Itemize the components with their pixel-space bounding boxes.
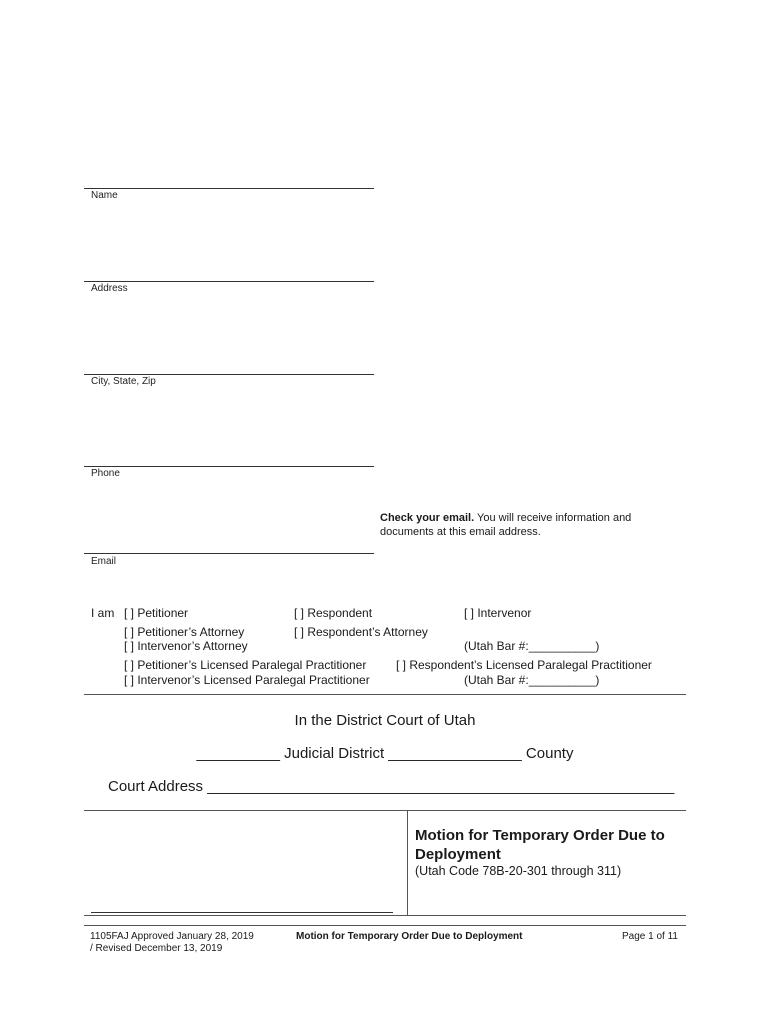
motion-code: (Utah Code 78B-20-301 through 311)	[415, 864, 622, 878]
name-label: Name	[91, 190, 118, 201]
utah-bar-field-1[interactable]: (Utah Bar #:__________)	[464, 639, 600, 653]
intervenor-lpp-checkbox[interactable]: [ ] Intervenor’s Licensed Paralegal Practitioner	[124, 673, 370, 687]
court-address-line[interactable]: Court Address ________________________________________________________	[108, 778, 675, 795]
footer-approved-block	[90, 931, 254, 955]
intervenor-attorney-checkbox[interactable]: [ ] Intervenor’s Attorney	[124, 639, 248, 653]
email-line	[84, 553, 374, 554]
address-line	[84, 281, 374, 282]
section-divider	[84, 694, 686, 695]
respondent-attorney-checkbox[interactable]: [ ] Respondent’s Attorney	[294, 625, 428, 639]
city-state-zip-line	[84, 374, 374, 375]
i-am-label: I am	[91, 606, 115, 620]
footer-approved: 1105FAJ Approved January 28, 2019	[90, 931, 254, 942]
intervenor-checkbox[interactable]: [ ] Intervenor	[464, 606, 532, 620]
footer-title: Motion for Temporary Order Due to Deployment	[296, 931, 523, 942]
petitioner-attorney-checkbox[interactable]: [ ] Petitioner’s Attorney	[124, 625, 245, 639]
email-label: Email	[91, 556, 117, 567]
footer-revised: / Revised December 13, 2019	[90, 943, 223, 954]
petitioner-checkbox[interactable]: [ ] Petitioner	[124, 606, 189, 620]
respondent-lpp-checkbox[interactable]: [ ] Respondent’s Licensed Paralegal Practitioner	[396, 658, 652, 672]
email-notice-text1: You will receive information and	[474, 512, 632, 524]
caption-top-border	[84, 810, 686, 811]
caption-vertical-divider	[407, 811, 408, 915]
motion-title: Motion for Temporary Order Due to Deployment	[415, 827, 665, 863]
email-notice-text2: documents at this email address.	[380, 526, 541, 538]
email-notice	[380, 511, 680, 539]
name-line	[84, 188, 374, 189]
footer-page-number: Page 1 of 11	[622, 931, 678, 942]
city-state-zip-label: City, State, Zip	[91, 376, 156, 387]
judicial-district-line[interactable]: __________ Judicial District ________________ County	[196, 745, 574, 762]
court-title: In the District Court of Utah	[294, 712, 476, 729]
caption-bottom-border	[84, 915, 686, 916]
footer-divider	[84, 925, 686, 926]
respondent-checkbox[interactable]: [ ] Respondent	[294, 606, 373, 620]
address-label: Address	[91, 283, 128, 294]
phone-label: Phone	[91, 468, 120, 479]
phone-line	[84, 466, 374, 467]
email-notice-bold: Check your email.	[380, 512, 475, 524]
case-info-line[interactable]	[91, 912, 393, 913]
petitioner-lpp-checkbox[interactable]: [ ] Petitioner’s Licensed Paralegal Practitioner	[124, 658, 367, 672]
utah-bar-field-2[interactable]: (Utah Bar #:__________)	[464, 673, 600, 687]
